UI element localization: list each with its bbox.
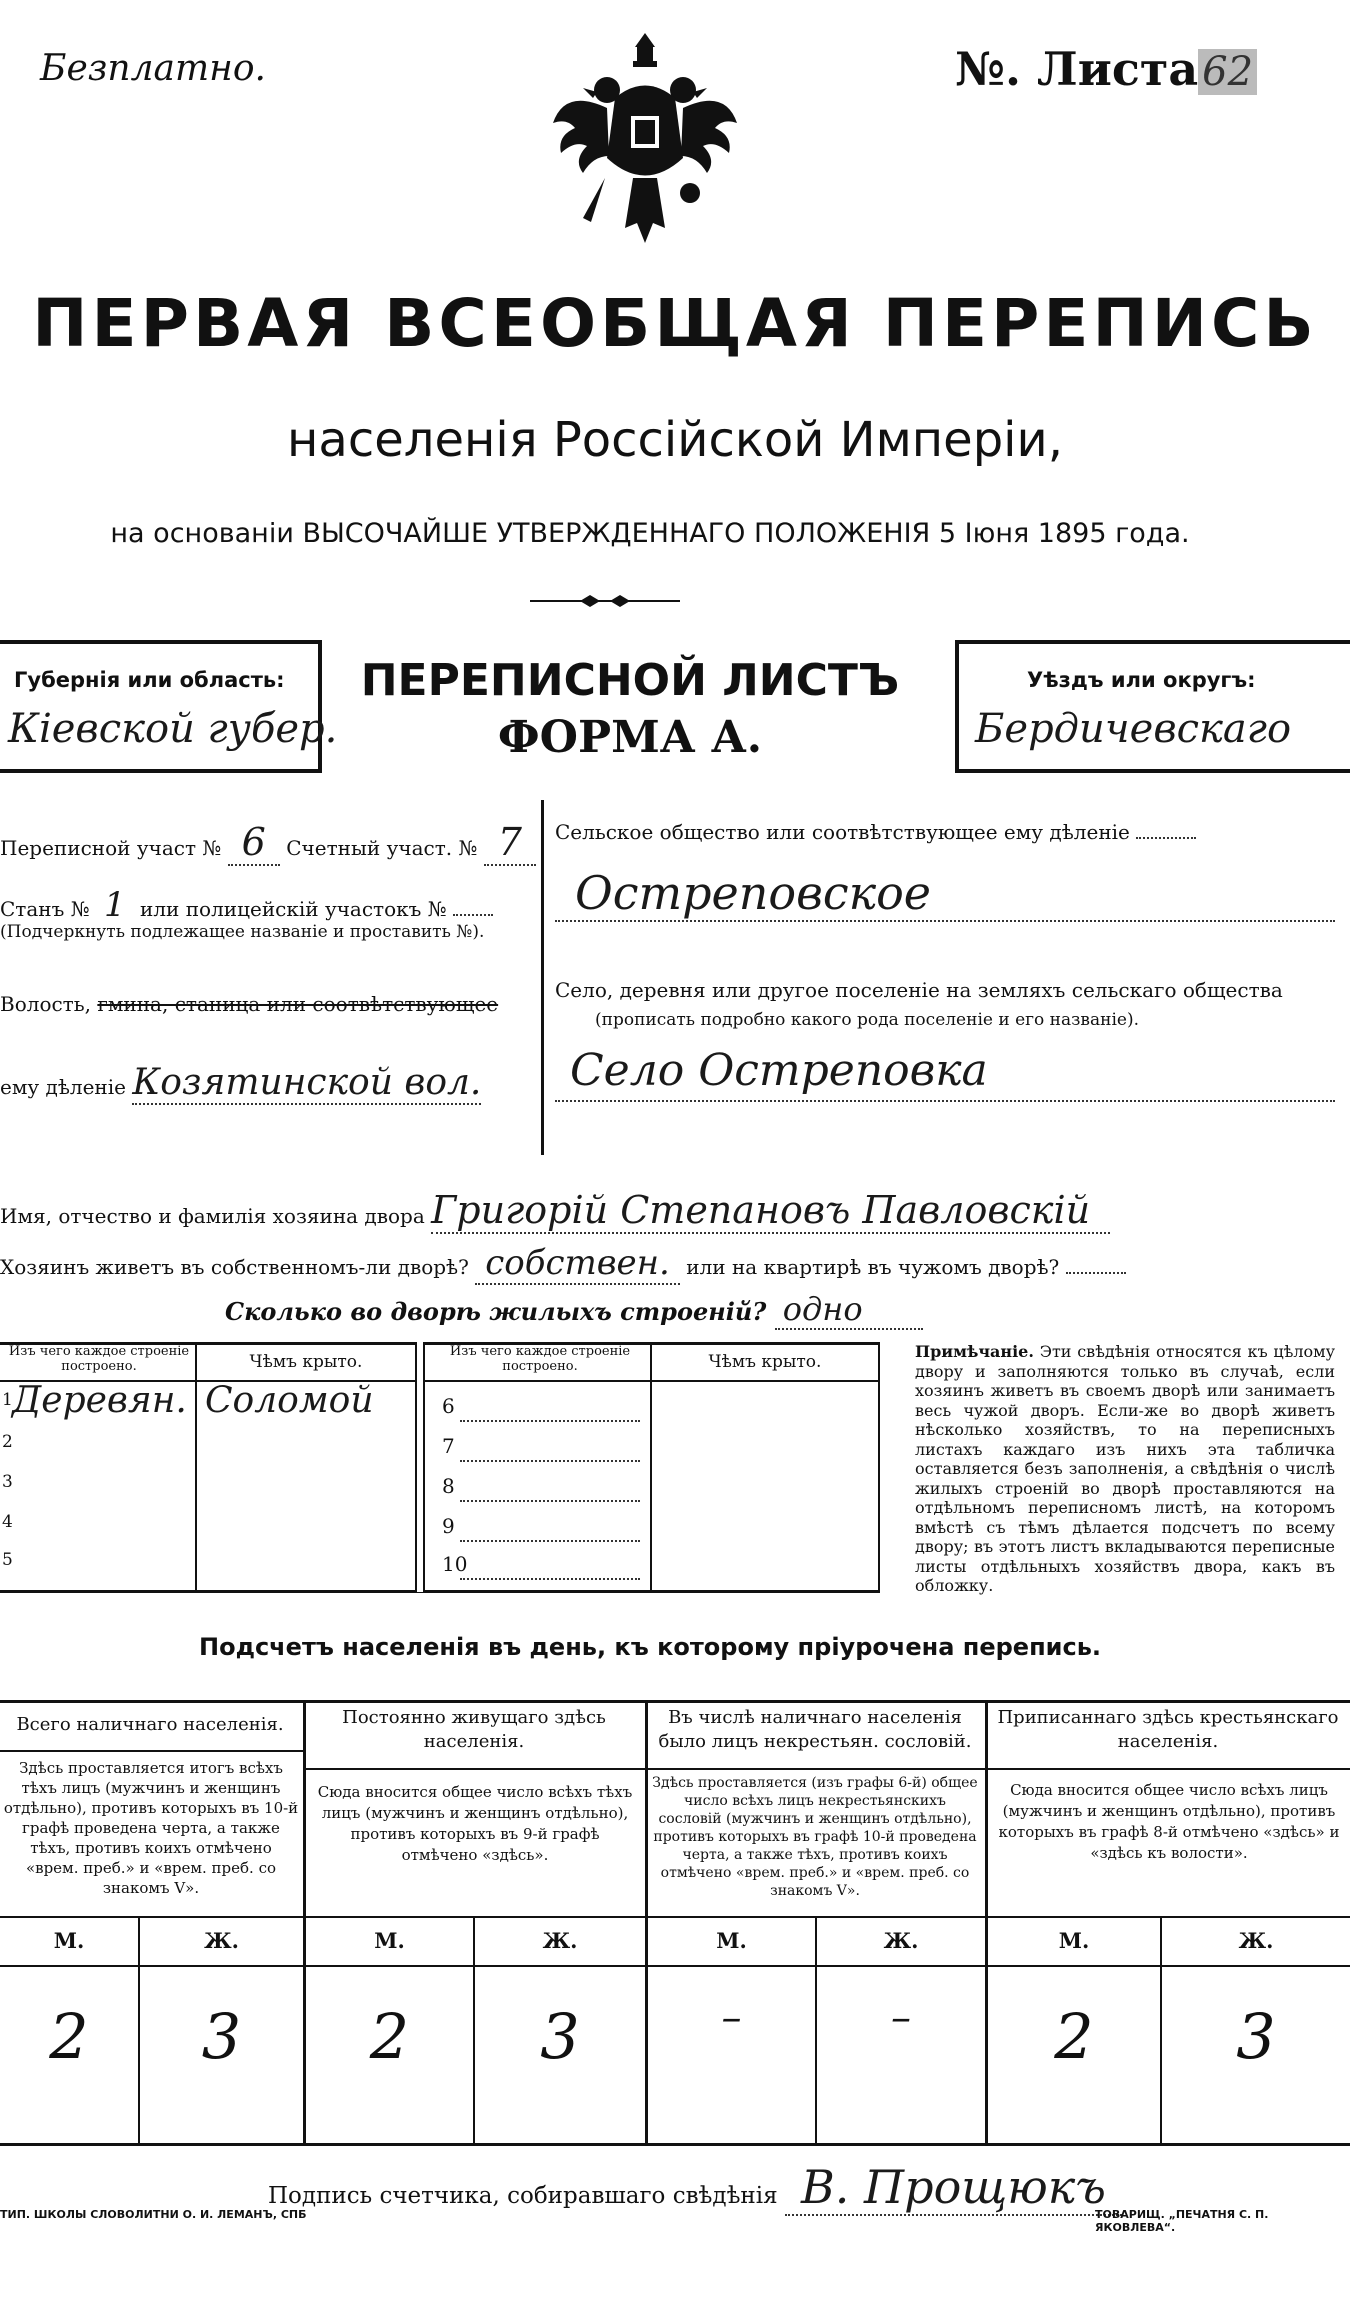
sheet-number	[955, 42, 1257, 96]
buildings-table	[0, 1342, 880, 1592]
province-box	[0, 640, 338, 773]
owner-row	[0, 1188, 1110, 1232]
district-value: Бердичевскаго	[975, 706, 1292, 752]
signature-row	[268, 2160, 1122, 2214]
count-area-label: Счетный участ. №	[286, 836, 478, 860]
m-label-4: М.	[1058, 1928, 1090, 1953]
province-label: Губернія или область:	[14, 668, 285, 692]
row-num-5: 5	[2, 1550, 13, 1570]
free-label: Безплатно.	[40, 48, 266, 89]
signature-label: Подпись счетчика, собиравшаго свѣдѣнія	[268, 2183, 778, 2209]
row-num-2: 2	[2, 1432, 13, 1452]
m-label-1: М.	[53, 1928, 85, 1953]
village-value-line	[555, 1100, 1335, 1102]
province-value: Кіевской губер.	[8, 706, 338, 752]
col-roof-header: Чѣмъ крыто.	[249, 1352, 363, 1372]
owner-label: Имя, отчество и фамилія хозяина двора	[0, 1204, 425, 1228]
zh-label-4: Ж.	[1238, 1928, 1274, 1953]
pop-value-m-2: 2	[369, 2000, 410, 2073]
buildings-row	[225, 1290, 923, 1328]
pop-col1-header: Всего наличнаго населенія.	[16, 1714, 284, 1735]
note-title: Примѣчаніе.	[915, 1342, 1034, 1361]
buildings-label: Сколько во дворѣ жилыхъ строеній?	[225, 1297, 767, 1326]
census-area-row	[0, 820, 536, 864]
pop-col3-header: Въ числѣ наличнаго населенія было лицъ некрестьян. сословій.	[658, 1707, 972, 1752]
volost-struck: гмина, станица или соотвѣтствующее	[97, 992, 499, 1016]
row-num-8: 8	[442, 1474, 455, 1498]
printer-right: ТОВАРИЩ. „ПЕЧАТНЯ С. П. ЯКОВЛЕВА“.	[1095, 2208, 1269, 2234]
lives-row	[0, 1243, 1126, 1283]
volost-row	[0, 992, 498, 1016]
imperial-eagle-emblem	[545, 28, 745, 258]
division-label: ему дѣленіе	[0, 1075, 126, 1099]
count-area-value: 7	[484, 820, 536, 866]
district-label: Уѣздъ или округъ:	[1027, 668, 1256, 692]
row-num-10: 10	[442, 1552, 468, 1576]
row-num-3: 3	[2, 1472, 13, 1492]
society-label: Сельское общество или соотвѣтствующее ему дѣленіе	[555, 820, 1130, 844]
society-value-line	[555, 920, 1335, 922]
lives-label2: или на квартирѣ въ чужомъ дворѣ?	[686, 1255, 1060, 1279]
village-note: (прописать подробно какого рода поселеніе и его названіе).	[595, 1010, 1139, 1030]
note-text: Эти свѣдѣнія относятся къ цѣлому двору и заполняются только въ случаѣ, если хозяинъ живетъ въ своемъ дворѣ или занимаетъ весь чужой дворъ. Если-же во дворѣ живетъ нѣсколько хозяйствъ, то на переписныхъ листахъ каждаго изъ нихъ эта табличка оставляется безъ заполненія, а свѣдѣнія о числѣ жилыхъ строеній во дворѣ проставляются на отдѣльномъ переписномъ листѣ, на которомъ вмѣстѣ съ тѣмъ дѣлается подсчетъ по всему двору; въ этотъ листъ вкладываются переписные листы отдѣльныхъ хозяйствъ двора, какъ въ обложку.	[915, 1342, 1335, 1595]
col-material-header-2: Изъ чего каждое строеніе построено.	[449, 1344, 631, 1374]
pop-value-zh-1: 3	[201, 2000, 242, 2073]
police-label: или полицейскій участокъ №	[140, 897, 447, 921]
printer-left: ТИП. ШКОЛЫ СЛОВОЛИТНИ О. И. ЛЕМАНЪ, СПБ	[0, 2208, 307, 2221]
lives-value: собствен.	[475, 1243, 680, 1285]
col-roof-header-2: Чѣмъ крыто.	[708, 1352, 822, 1372]
pop-value-m-3: –	[721, 1995, 742, 2041]
row-roof-1: Соломой	[205, 1380, 374, 1421]
owner-value: Григорій Степановъ Павловскій	[431, 1188, 1110, 1234]
basis-line: на основаніи ВЫСОЧАЙШЕ УТВЕРЖДЕННАГО ПОЛОЖЕНІЯ 5 Іюня 1895 года.	[110, 518, 1190, 549]
population-table	[0, 1700, 1350, 2145]
row-num-9: 9	[442, 1514, 455, 1538]
subtitle: населенія Россійской Имперіи,	[287, 412, 1063, 468]
district-box	[955, 640, 1350, 773]
main-title: ПЕРВАЯ ВСЕОБЩАЯ ПЕРЕПИСЬ	[32, 285, 1318, 362]
buildings-value: одно	[775, 1290, 923, 1330]
volost-label: Волость,	[0, 992, 91, 1016]
pop-col2-header: Постоянно живущаго здѣсь населенія.	[342, 1707, 606, 1752]
stan-row	[0, 885, 493, 925]
underline-note: (Подчеркнуть подлежащее названіе и проставить №).	[0, 922, 485, 942]
stan-label: Станъ №	[0, 897, 90, 921]
m-label-3: М.	[716, 1928, 747, 1953]
division-row	[0, 1062, 481, 1103]
row-num-6: 6	[442, 1394, 455, 1418]
center-divider	[541, 800, 544, 1155]
zh-label-1: Ж.	[204, 1928, 239, 1953]
society-value: Остреповское	[575, 866, 932, 920]
col-material-header: Изъ чего каждое строеніе построено.	[8, 1344, 190, 1374]
note-block	[915, 1342, 1335, 1596]
society-row	[555, 820, 1196, 844]
zh-label-2: Ж.	[542, 1928, 578, 1953]
pop-col4-header: Приписаннаго здѣсь крестьянскаго населенія.	[997, 1707, 1339, 1752]
pop-value-zh-3: –	[891, 1995, 911, 2041]
form-title	[330, 655, 930, 763]
sheet-number-label: №. Листа	[955, 42, 1199, 96]
village-label: Село, деревня или другое поселеніе на земляхъ сельскаго общества	[555, 978, 1283, 1002]
m-label-2: М.	[374, 1928, 405, 1953]
row-num-7: 7	[442, 1434, 455, 1458]
census-area-label: Переписной участ №	[0, 836, 222, 860]
form-title-line1: ПЕРЕПИСНОЙ ЛИСТЪ	[360, 655, 900, 706]
pop-col1-desc: Здѣсь проставляется итогъ всѣхъ тѣхъ лицъ (мужчинъ и женщинъ отдѣльно), противъ которыхъ въ 10-й графѣ проведена черта, а также тѣхъ, противъ коихъ отмѣчено «врем. преб.» и «врем. преб. со знакомъ V».	[3, 1759, 299, 1897]
form-title-line2: ФОРМА А.	[497, 712, 763, 763]
pop-value-m-1: 2	[49, 2000, 89, 2073]
zh-label-3: Ж.	[883, 1928, 919, 1953]
pop-col3-desc: Здѣсь проставляется (изъ графы 6-й) общее число всѣхъ лицъ некрестьянскихъ сословій (мужчинъ и женщинъ отдѣльно), противъ которыхъ въ графѣ 10-й проведена черта, а также тѣхъ, противъ коихъ отмѣчено «врем. преб.» и «врем. преб. со знакомъ V».	[652, 1775, 978, 1899]
ornament-divider	[530, 593, 680, 609]
lives-label: Хозяинъ живетъ въ собственномъ-ли дворѣ?	[0, 1255, 469, 1279]
stan-value: 1	[104, 885, 126, 925]
division-value: Козятинской вол.	[132, 1062, 482, 1103]
pop-col2-desc: Сюда вносится общее число всѣхъ тѣхъ лицъ (мужчинъ и женщинъ отдѣльно), противъ которыхъ въ 9-й графѣ отмѣчено «здѣсь».	[317, 1783, 633, 1864]
population-title: Подсчетъ населенія въ день, къ которому пріурочена перепись.	[199, 1633, 1101, 1661]
census-area-value: 6	[228, 820, 280, 866]
pop-col4-desc: Сюда вносится общее число всѣхъ лицъ (мужчинъ и женщинъ отдѣльно), противъ которыхъ въ графѣ 8-й отмѣчено «здѣсь» и «здѣсь къ волости».	[998, 1781, 1340, 1862]
row-num-4: 4	[2, 1512, 13, 1532]
pop-value-m-4: 2	[1054, 2000, 1094, 2073]
sheet-number-value: 62	[1198, 49, 1257, 95]
signature-value: В. Прощюкъ	[785, 2160, 1122, 2216]
row-material-1: Деревян.	[12, 1380, 187, 1421]
pop-value-zh-2: 3	[540, 2000, 580, 2073]
row-num-1: 1	[2, 1390, 13, 1410]
village-value: Село Остреповка	[570, 1045, 988, 1096]
pop-value-zh-4: 3	[1236, 2000, 1276, 2073]
